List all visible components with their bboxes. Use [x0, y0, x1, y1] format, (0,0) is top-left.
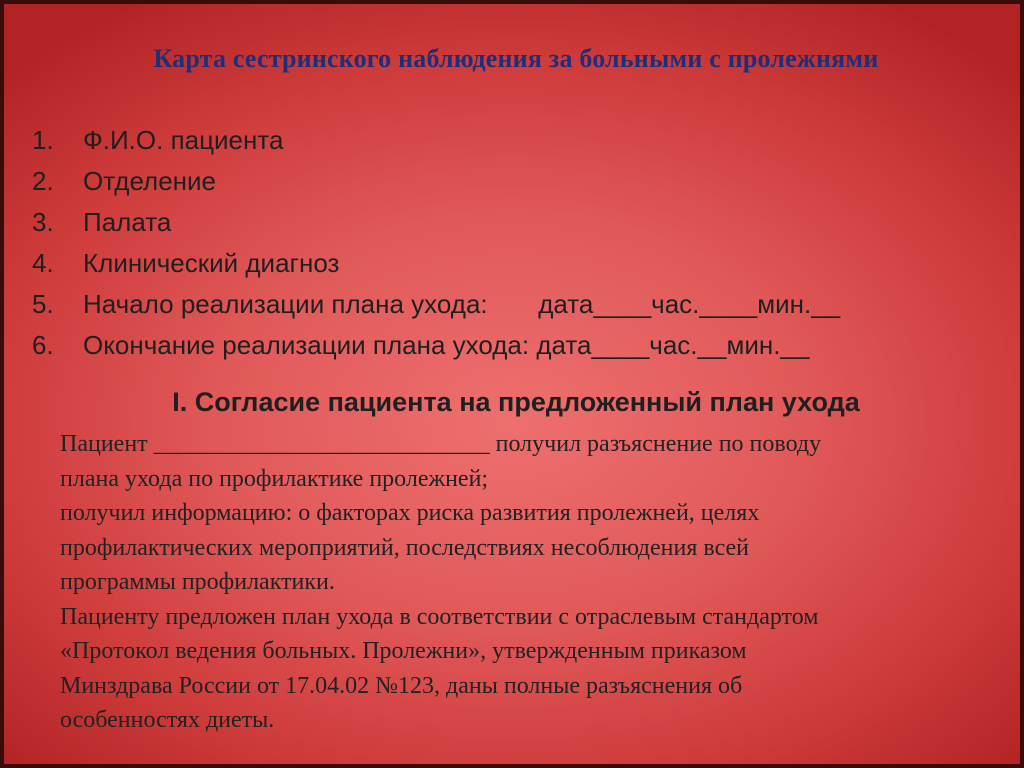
list-item-number: 3.	[32, 207, 54, 237]
paragraph-line: получил информацию: о факторах риска развития пролежней, целях	[60, 500, 760, 526]
list-item-number: 5.	[32, 289, 54, 319]
list-item	[32, 202, 840, 243]
paragraph-line: программы профилактики.	[60, 569, 335, 595]
list-item-number: 6.	[32, 330, 54, 360]
paragraph-line: Пациент ____________________________ получил разъяснение по поводу	[60, 431, 822, 457]
list-item-text: Отделение	[83, 166, 217, 196]
list-item-text: Окончание реализации плана ухода: дата____час.__мин.__	[83, 330, 810, 360]
list-item	[32, 284, 840, 325]
list-item-text: Начало реализации плана ухода: дата____час.____мин.__	[83, 289, 841, 319]
paragraph-line: «Протокол ведения больных. Пролежни», утвержденным приказом	[60, 638, 747, 664]
slide-title: Карта сестринского наблюдения за больными с пролежнями	[153, 44, 879, 73]
section-title: I. Согласие пациента на предложенный план ухода	[172, 387, 860, 417]
paragraph-line: Минздрава России от 17.04.02 №123, даны полные разъяснения об	[60, 672, 743, 699]
list-item	[32, 120, 840, 161]
list-item	[32, 243, 840, 284]
list-item-text: Клинический диагноз	[83, 248, 340, 278]
paragraph-line: плана ухода по профилактике пролежней;	[60, 465, 489, 492]
list-item	[32, 161, 840, 202]
consent-paragraph	[60, 427, 1000, 738]
paragraph-line: Пациенту предложен план ухода в соответствии с отраслевым стандартом	[60, 603, 819, 630]
list-item-number: 4.	[32, 248, 54, 278]
list-item-number: 2.	[32, 166, 54, 196]
list-item	[32, 325, 840, 366]
list-item-text: Ф.И.О. пациента	[83, 125, 284, 155]
paragraph-line: особенностях диеты.	[60, 707, 275, 733]
paragraph-line: профилактических мероприятий, последствиях несоблюдения всей	[60, 534, 750, 561]
list-item-text: Палата	[83, 207, 172, 237]
list-item-number: 1.	[32, 125, 54, 155]
form-fields-list	[32, 120, 840, 366]
